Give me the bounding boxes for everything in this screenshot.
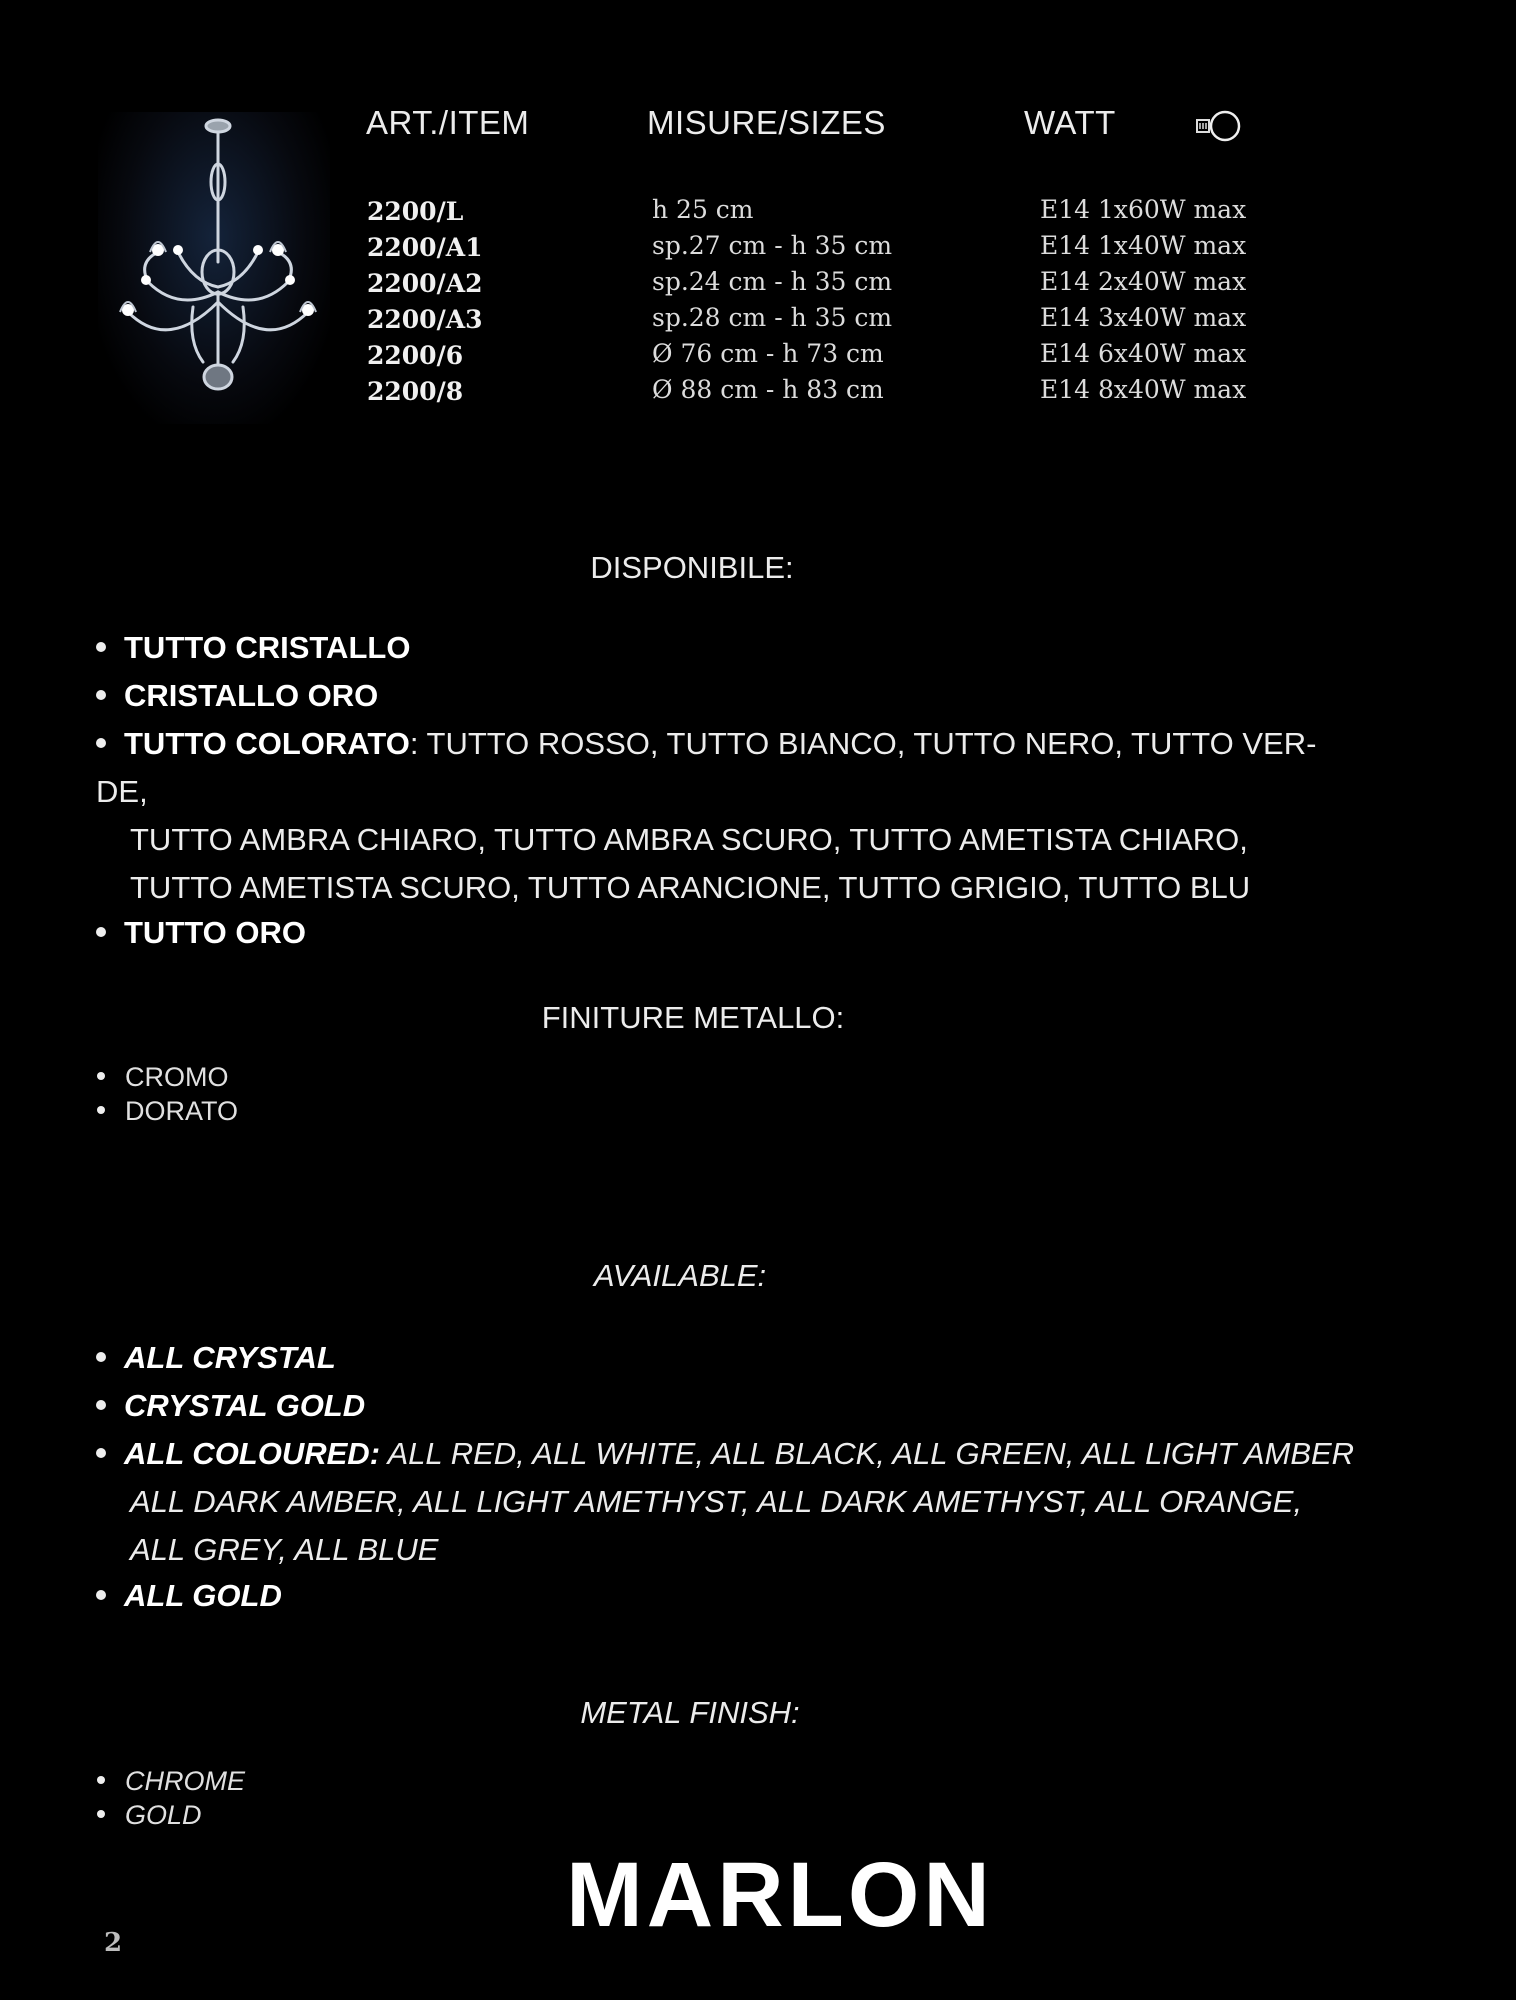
item-watt: E14 3x40W max bbox=[1040, 303, 1247, 332]
bullet-icon bbox=[96, 738, 106, 748]
bullet-icon bbox=[96, 1400, 106, 1410]
item-code: 2200/8 bbox=[367, 377, 464, 406]
item-size: Ø 76 cm - h 73 cm bbox=[652, 339, 884, 368]
item-size: sp.28 cm - h 35 cm bbox=[652, 303, 893, 332]
list-item: ALL GOLD bbox=[96, 1578, 282, 1614]
list-item: ALL COLOURED: ALL RED, ALL WHITE, ALL BLACK, ALL GREEN, ALL LIGHT AMBER bbox=[96, 1436, 1354, 1472]
list-item-continued: TUTTO AMBRA CHIARO, TUTTO AMBRA SCURO, TUTTO AMETISTA CHIARO, bbox=[130, 822, 1248, 857]
item-size: sp.24 cm - h 35 cm bbox=[652, 267, 893, 296]
available-title-it: DISPONIBILE: bbox=[590, 550, 794, 585]
item-watt: E14 1x60W max bbox=[1040, 195, 1247, 224]
bullet-icon bbox=[97, 1106, 105, 1114]
available-title-en: AVAILABLE: bbox=[593, 1258, 767, 1293]
brand-logo bbox=[560, 1838, 1000, 1938]
svg-text:MARLON: MARLON bbox=[566, 1844, 994, 1938]
bullet-icon bbox=[96, 690, 106, 700]
bullet-icon bbox=[96, 642, 106, 652]
list-item: CRYSTAL GOLD bbox=[96, 1388, 365, 1424]
item-watt: E14 2x40W max bbox=[1040, 267, 1247, 296]
chandelier-icon bbox=[98, 112, 330, 424]
item-code: 2200/6 bbox=[367, 341, 464, 370]
list-item: ALL CRYSTAL bbox=[96, 1340, 336, 1376]
list-item: TUTTO CRISTALLO bbox=[96, 630, 410, 666]
finish-title-en: METAL FINISH: bbox=[580, 1695, 800, 1730]
item-watt: E14 8x40W max bbox=[1040, 375, 1247, 404]
item-size: h 25 cm bbox=[652, 195, 754, 224]
bullet-icon bbox=[96, 1590, 106, 1600]
finish-title-it: FINITURE METALLO: bbox=[541, 1000, 845, 1035]
size-column bbox=[652, 192, 892, 408]
list-item: CROMO bbox=[97, 1062, 229, 1093]
item-size: sp.27 cm - h 35 cm bbox=[652, 231, 893, 260]
header-sizes: MISURE/SIZES bbox=[647, 104, 886, 141]
list-item: CHROME bbox=[97, 1766, 245, 1797]
page-number: 2 bbox=[104, 1928, 123, 1958]
list-item-continued: ALL DARK AMBER, ALL LIGHT AMETHYST, ALL DARK AMETHYST, ALL ORANGE, bbox=[130, 1484, 1303, 1519]
item-code: 2200/A1 bbox=[367, 233, 483, 262]
bullet-icon bbox=[97, 1072, 105, 1080]
list-item: GOLD bbox=[97, 1800, 202, 1831]
list-item: DORATO bbox=[97, 1096, 238, 1127]
list-item-continued: TUTTO AMETISTA SCURO, TUTTO ARANCIONE, TUTTO GRIGIO, TUTTO BLU bbox=[130, 870, 1251, 905]
bullet-icon bbox=[97, 1810, 105, 1818]
list-item-continued: DE, bbox=[96, 774, 148, 809]
item-watt: E14 6x40W max bbox=[1040, 339, 1247, 368]
bullet-icon bbox=[97, 1776, 105, 1784]
bullet-icon bbox=[96, 1352, 106, 1362]
list-item-continued: ALL GREY, ALL BLUE bbox=[130, 1532, 439, 1567]
item-code: 2200/A3 bbox=[367, 305, 483, 334]
header-item: ART./ITEM bbox=[366, 104, 530, 141]
list-item: TUTTO COLORATO: TUTTO ROSSO, TUTTO BIANCO, TUTTO NERO, TUTTO VER- bbox=[96, 726, 1316, 762]
list-item: CRISTALLO ORO bbox=[96, 678, 378, 714]
list-item: TUTTO ORO bbox=[96, 915, 306, 951]
item-code: 2200/L bbox=[367, 197, 464, 226]
item-size: Ø 88 cm - h 83 cm bbox=[652, 375, 884, 404]
bullet-icon bbox=[96, 927, 106, 937]
bulb-icon bbox=[1194, 110, 1246, 142]
product-photo-chandelier bbox=[98, 112, 330, 424]
item-watt: E14 1x40W max bbox=[1040, 231, 1247, 260]
bullet-icon bbox=[96, 1448, 106, 1458]
header-watt: WATT bbox=[1024, 104, 1116, 141]
watt-column bbox=[1040, 192, 1246, 408]
item-code-column bbox=[367, 194, 483, 410]
item-code: 2200/A2 bbox=[367, 269, 483, 298]
